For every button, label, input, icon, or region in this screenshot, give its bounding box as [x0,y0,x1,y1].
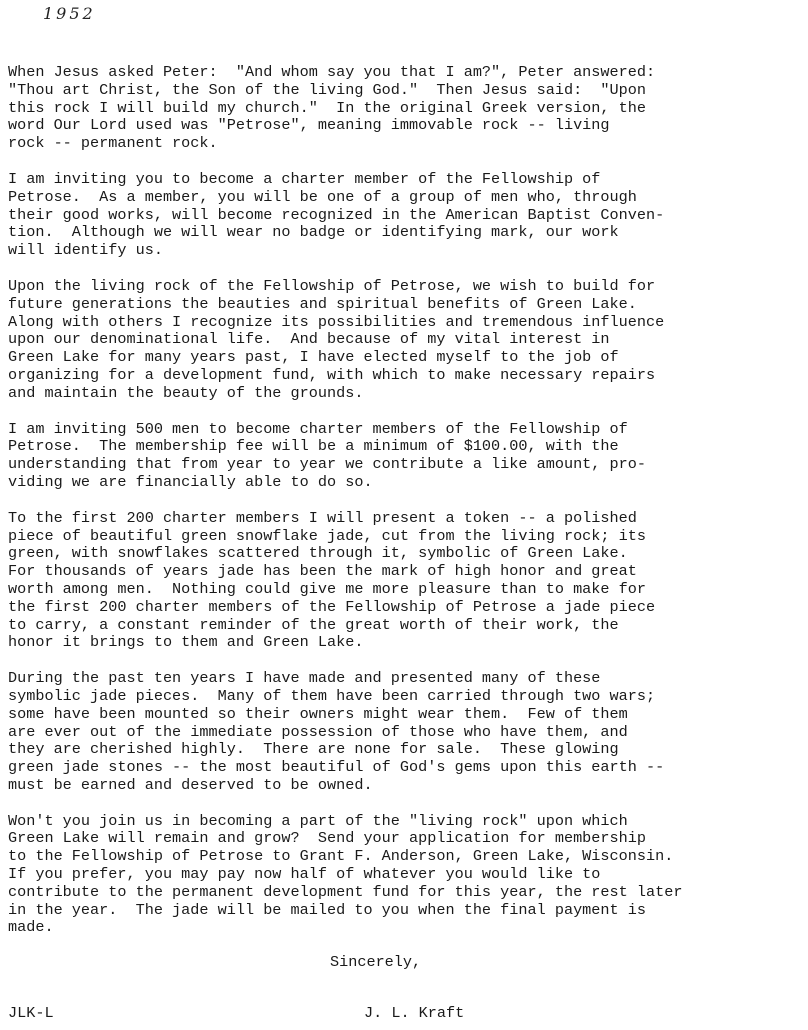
text-line: they are cherished highly. There are none for sale. These glowing [8,740,619,759]
text-line: word Our Lord used was "Petrose", meaning immovable rock -- living [8,116,610,135]
text-line: tion. Although we will wear no badge or identifying mark, our work [8,223,619,242]
text-line: the first 200 charter members of the Fellowship of Petrose a jade piece [8,597,656,616]
paragraph [8,421,804,492]
text-line: honor it brings to them and Green Lake. [8,633,364,652]
text-line: organizing for a development fund, with which to make necessary repairs [8,365,656,384]
letter-body [8,64,804,955]
handwritten-year: 1952 [43,4,96,23]
text-line: viding we are financially able to do so. [8,472,373,491]
text-line: must be earned and deserved to be owned. [8,775,373,794]
text-line: Won't you join us in becoming a part of the "living rock" upon which [8,811,628,830]
text-line: worth among men. Nothing could give me more pleasure than to make for [8,579,646,598]
text-line: to carry, a constant reminder of the great worth of their work, the [8,615,619,634]
text-line: to the Fellowship of Petrose to Grant F. Anderson, Green Lake, Wisconsin. [8,847,674,866]
text-line: symbolic jade pieces. Many of them have been carried through two wars; [8,686,656,705]
paragraph [8,813,804,938]
text-line: upon our denominational life. And because of my vital interest in [8,330,610,349]
text-line: understanding that from year to year we contribute a like amount, pro- [8,455,646,474]
text-line: "Thou art Christ, the Son of the living God." Then Jesus said: "Upon [8,80,646,99]
text-line: I am inviting you to become a charter member of the Fellowship of [8,169,601,188]
text-line: are ever out of the immediate possession of those who have them, and [8,722,628,741]
text-line: green, with snowflakes scattered through it, symbolic of Green Lake. [8,544,628,563]
paragraph [8,278,804,403]
text-line: contribute to the permanent development fund for this year, the rest later [8,882,683,901]
signer-name: J. L. Kraft [364,1004,465,1022]
text-line: Green Lake will remain and grow? Send your application for membership [8,829,646,848]
text-line: and maintain the beauty of the grounds. [8,383,364,402]
text-line: in the year. The jade will be mailed to you when the final payment is [8,900,646,919]
text-line: piece of beautiful green snowflake jade, cut from the living rock; its [8,526,646,545]
paragraph [8,171,804,260]
text-line: Upon the living rock of the Fellowship of Petrose, we wish to build for [8,276,656,295]
text-line: their good works, will become recognized in the American Baptist Conven- [8,205,665,224]
text-line: some have been mounted so their owners might wear them. Few of them [8,704,628,723]
text-line: During the past ten years I have made and presented many of these [8,669,601,688]
text-line: Along with others I recognize its possibilities and tremendous influence [8,312,665,331]
text-line: Green Lake for many years past, I have elected myself to the job of [8,348,619,367]
text-line: Petrose. As a member, you will be one of a group of men who, through [8,187,637,206]
typist-initials: JLK-L [8,1004,54,1022]
text-line: If you prefer, you may pay now half of whatever you would like to [8,865,601,884]
text-line: When Jesus asked Peter: "And whom say you that I am?", Peter answered: [8,63,656,81]
paragraph [8,64,804,153]
text-line: I am inviting 500 men to become charter members of the Fellowship of [8,419,628,438]
text-line: To the first 200 charter members I will present a token -- a polished [8,508,637,527]
closing-salutation: Sincerely, [330,953,422,971]
text-line: made. [8,918,54,937]
text-line: rock -- permanent rock. [8,134,218,153]
paragraph [8,510,804,652]
text-line: Petrose. The membership fee will be a minimum of $100.00, with the [8,437,619,456]
text-line: For thousands of years jade has been the mark of high honor and great [8,562,637,581]
text-line: green jade stones -- the most beautiful of God's gems upon this earth -- [8,758,665,777]
text-line: this rock I will build my church." In the original Greek version, the [8,98,646,117]
paragraph [8,670,804,795]
text-line: will identify us. [8,241,163,260]
text-line: future generations the beauties and spiritual benefits of Green Lake. [8,294,637,313]
